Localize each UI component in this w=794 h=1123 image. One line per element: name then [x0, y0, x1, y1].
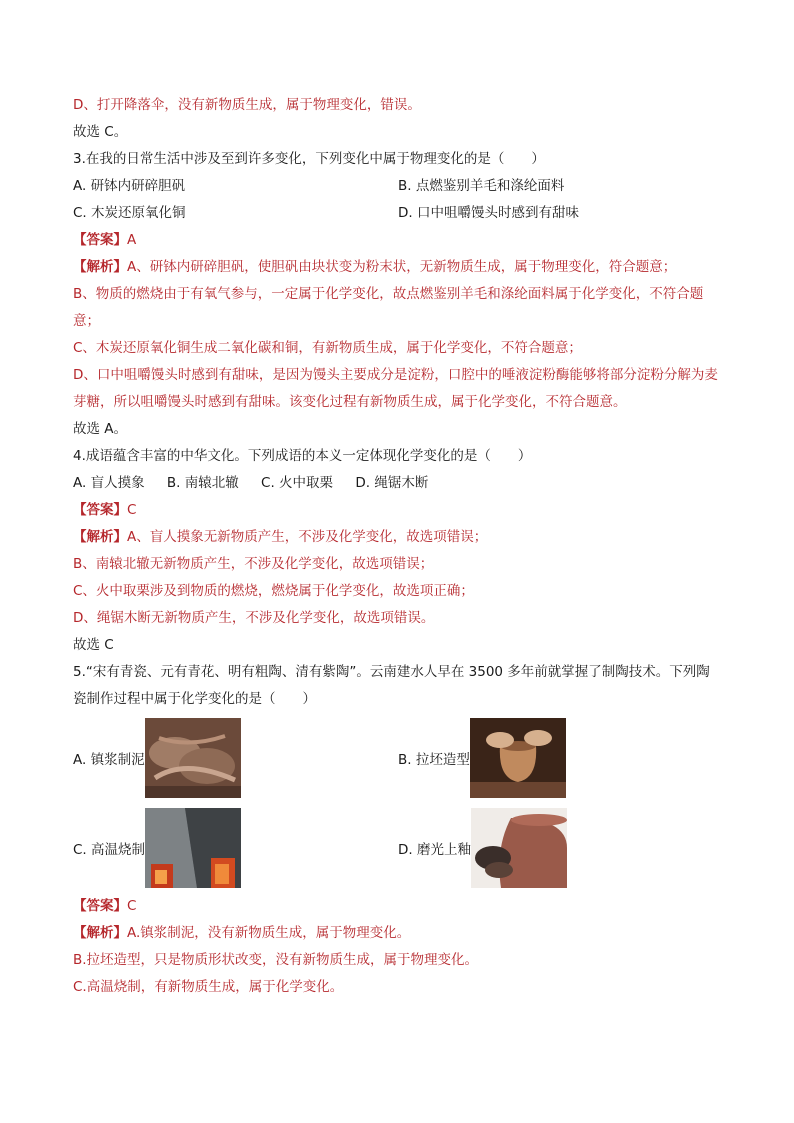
analysis-label: 【解析】 — [73, 259, 127, 275]
option-c: C. 火中取栗 — [261, 475, 334, 491]
answer-value: A — [127, 232, 137, 248]
analysis-line-c: C、火中取栗涉及到物质的燃烧，燃烧属于化学变化，故选项正确； — [73, 583, 474, 599]
analysis-line-c: C.高温烧制，有新物质生成，属于化学变化。 — [73, 979, 344, 995]
answer-line — [73, 227, 723, 254]
question-5-options-row-2 — [73, 803, 723, 893]
option-d — [398, 808, 723, 888]
question-3-stem: 3.在我的日常生活中涉及至到许多变化，下列变化中属于物理变化的是（ ） — [73, 151, 545, 167]
analysis-text: A、研钵内研碎胆矾，使胆矾由块状变为粉末状，无新物质生成，属于物理变化，符合题意； — [127, 259, 677, 275]
option-a: A. 盲人摸象 — [73, 475, 145, 491]
option-c-label: C. 高温烧制 — [73, 842, 146, 858]
analysis-line-d: D、绳锯木断无新物质产生，不涉及化学变化，故选项错误。 — [73, 610, 435, 626]
choose-line: 故选 C — [73, 637, 114, 653]
question-3-options-row-1 — [73, 173, 723, 200]
analysis-text: A.镇浆制泥，没有新物质生成，属于物理变化。 — [127, 925, 411, 941]
answer-label: 【答案】 — [73, 232, 127, 248]
option-d-label: D. 磨光上釉 — [398, 842, 471, 858]
answer-label: 【答案】 — [73, 898, 127, 914]
option-a-label: A. 镇浆制泥 — [73, 752, 145, 768]
kiln-firing-photo — [145, 808, 241, 888]
option-b: B. 南辕北辙 — [166, 475, 239, 491]
question-5-options-row-1 — [73, 713, 723, 803]
option-b — [398, 718, 723, 798]
question-4-stem: 4.成语蕴含丰富的中华文化。下列成语的本义一定体现化学变化的是（ ） — [73, 448, 532, 464]
option-b: B. 点燃鉴别羊毛和涤纶面料 — [398, 178, 565, 194]
clay-kneading-photo — [145, 718, 241, 798]
option-d: D. 绳锯木断 — [355, 475, 429, 491]
choose-line: 故选 C。 — [73, 124, 128, 140]
answer-value: C — [127, 502, 137, 518]
analysis-line-b: B、南辕北辙无新物质产生，不涉及化学变化，故选项错误； — [73, 556, 434, 572]
analysis-line-b: B.拉坯造型，只是物质形状改变，没有新物质生成，属于物理变化。 — [73, 952, 479, 968]
option-a: A. 研钵内研碎胆矾 — [73, 178, 186, 194]
document-page — [73, 92, 723, 1001]
question-3-options-row-2 — [73, 200, 723, 227]
analysis-text: A、盲人摸象无新物质产生，不涉及化学变化，故选项错误； — [127, 529, 488, 545]
option-c: C. 木炭还原氧化铜 — [73, 205, 186, 221]
analysis-line-b: B、物质的燃烧由于有氧气参与，一定属于化学变化，故点燃鉴别羊毛和涤纶面料属于化学变化，不符合题意； — [73, 286, 704, 329]
option-d: D. 口中咀嚼馒头时感到有甜味 — [398, 205, 579, 221]
option-b-label: B. 拉坯造型 — [398, 752, 470, 768]
question-4-options — [73, 470, 723, 497]
answer-label: 【答案】 — [73, 502, 127, 518]
pottery-throwing-photo — [470, 718, 566, 798]
answer-line — [73, 893, 723, 920]
question-5-stem: 5.“宋有青瓷、元有青花、明有粗陶、清有紫陶”。云南建水人早在 3500 多年前就掌握了制陶技术。下列陶瓷制作过程中属于化学变化的是（ ） — [73, 664, 710, 707]
option-c — [73, 808, 398, 888]
option-a — [73, 718, 398, 798]
analysis-line-c: C、木炭还原氧化铜生成二氧化碳和铜，有新物质生成，属于化学变化，不符合题意； — [73, 340, 582, 356]
analysis-line-a — [73, 254, 723, 281]
analysis-label: 【解析】 — [73, 925, 127, 941]
analysis-line-d: D、口中咀嚼馒头时感到有甜味，是因为馒头主要成分是淀粉，口腔中的唾液淀粉酶能够将部分淀粉分解为麦芽糖，所以咀嚼馒头时感到有甜味。该变化过程有新物质生成，属于化学变化，不符合题意。 — [73, 367, 718, 410]
choose-line: 故选 A。 — [73, 421, 128, 437]
answer-line — [73, 497, 723, 524]
analysis-line-a — [73, 920, 723, 947]
answer-value: C — [127, 898, 137, 914]
explanation-line-d: D、打开降落伞，没有新物质生成，属于物理变化，错误。 — [73, 97, 421, 113]
analysis-label: 【解析】 — [73, 529, 127, 545]
polishing-glazing-photo — [471, 808, 567, 888]
analysis-line-a — [73, 524, 723, 551]
